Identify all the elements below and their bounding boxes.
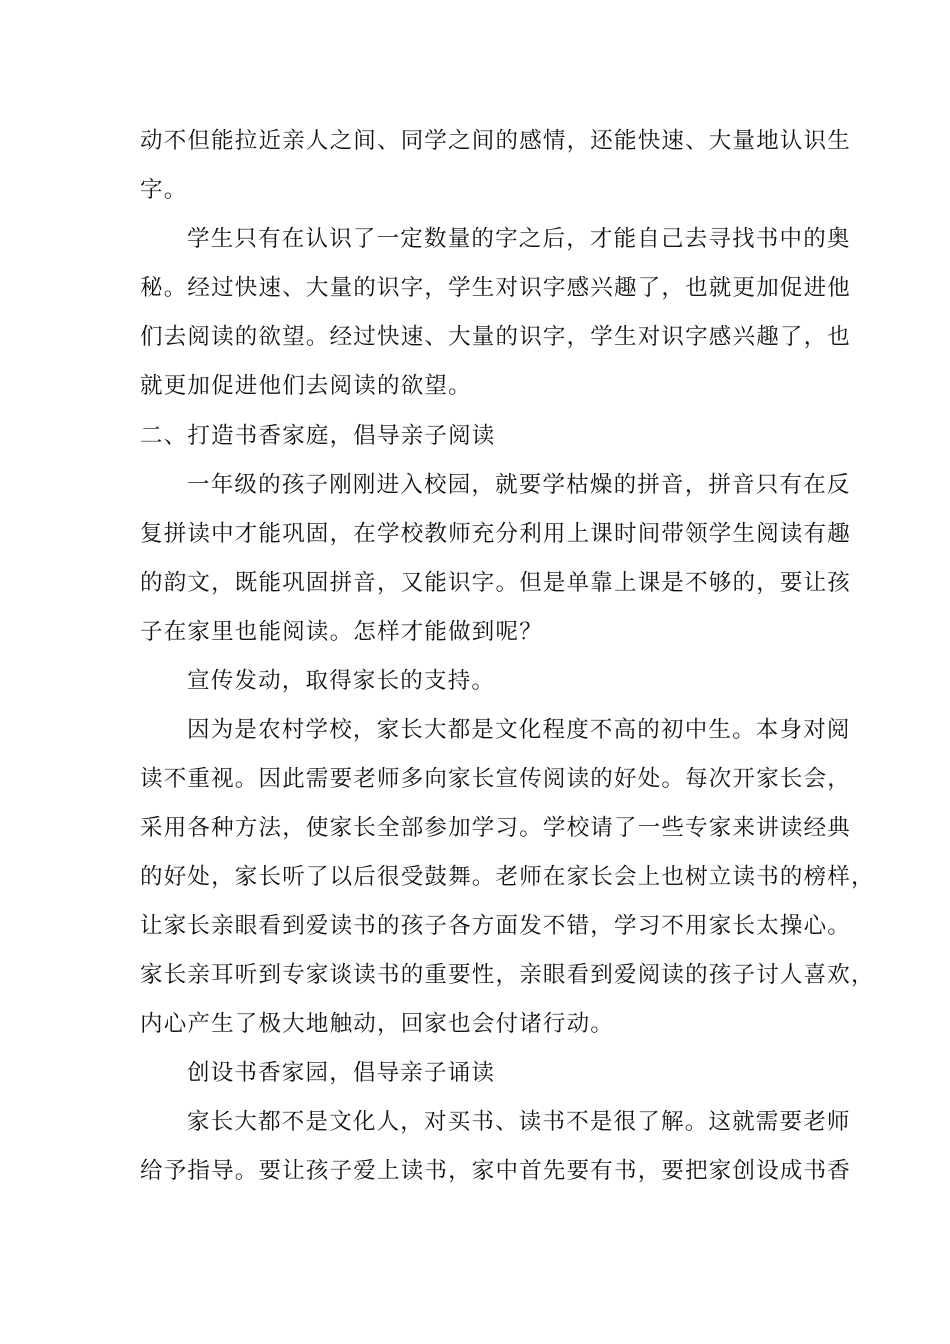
body-text-line: 家长亲耳听到专家谈读书的重要性，亲眼看到爱阅读的孩子讨人喜欢，: [140, 962, 875, 988]
body-text-line: 复拼读中才能巩固，在学校教师充分利用上课时间带领学生阅读有趣: [140, 521, 852, 547]
body-text-line: 采用各种方法，使家长全部参加学习。学校请了一些专家来讲读经典: [140, 815, 852, 841]
body-text-line: 字。: [140, 177, 188, 203]
paragraph-first-line: 因为是农村学校，家长大都是文化程度不高的初中生。本身对阅: [187, 717, 851, 743]
paragraph-first-line: 一年级的孩子刚刚进入校园，就要学枯燥的拼音，拼音只有在反: [187, 472, 851, 498]
subheading: 宣传发动，取得家长的支持。: [187, 668, 496, 694]
body-text-line: 的好处，家长听了以后很受鼓舞。老师在家长会上也树立读书的榜样，: [140, 864, 875, 890]
paragraph-first-line: 学生只有在认识了一定数量的字之后，才能自己去寻找书中的奥: [187, 226, 851, 252]
body-text-line: 秘。经过快速、大量的识字，学生对识字感兴趣了，也就更加促进他: [140, 275, 852, 301]
body-text-line: 子在家里也能阅读。怎样才能做到呢？: [140, 619, 543, 645]
body-text-line: 的韵文，既能巩固拼音，又能识字。但是单靠上课是不够的，要让孩: [140, 570, 852, 596]
subheading: 创设书香家园，倡导亲子诵读: [187, 1060, 496, 1086]
section-heading: 二、打造书香家庭，倡导亲子阅读: [140, 423, 496, 449]
paragraph-first-line: 家长大都不是文化人，对买书、读书不是很了解。这就需要老师: [187, 1109, 851, 1135]
body-text-line: 就更加促进他们去阅读的欲望。: [140, 373, 472, 399]
body-text-line: 们去阅读的欲望。经过快速、大量的识字，学生对识字感兴趣了，也: [140, 324, 852, 350]
body-text-line: 动不但能拉近亲人之间、同学之间的感情，还能快速、大量地认识生: [140, 128, 852, 154]
body-text-line: 内心产生了极大地触动，回家也会付诸行动。: [140, 1011, 615, 1037]
body-text-line: 让家长亲眼看到爱读书的孩子各方面发不错，学习不用家长太操心。: [140, 913, 852, 939]
body-text-line: 读不重视。因此需要老师多向家长宣传阅读的好处。每次开家长会，: [140, 766, 852, 792]
body-text-line: 给予指导。要让孩子爱上读书，家中首先要有书，要把家创设成书香: [140, 1158, 852, 1184]
